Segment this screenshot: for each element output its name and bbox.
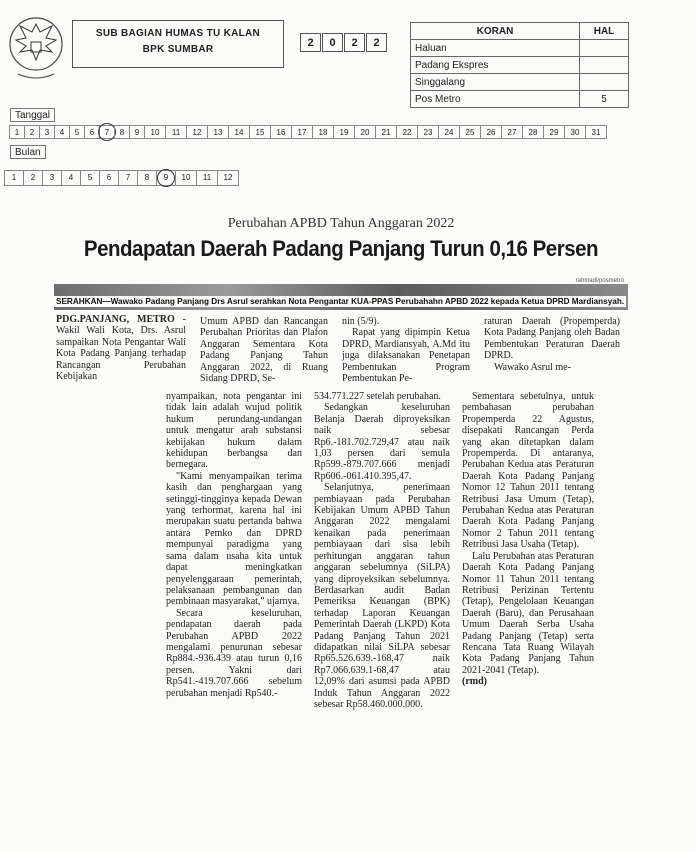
body-col1-text-a: nyampaikan, nota pengantar ini tidak lain adalah wujud politik hukum perundang-undangan untuk mengatur arah substansi kebijakan hukum dalam kehidupan berbangsa dan bernegara.	[166, 391, 302, 471]
month-cell: 6	[99, 170, 119, 186]
day-cell: 4	[54, 125, 70, 139]
day-cell: 15	[249, 125, 271, 139]
day-cell: 21	[375, 125, 397, 139]
newspaper-name: Padang Ekspres	[411, 57, 580, 74]
day-cell: 5	[69, 125, 85, 139]
year-boxes	[300, 33, 388, 52]
body-col3-text-b: Lalu Perubahan atas Peraturan Daerah Kota Padang Panjang Nomor 11 Tahun 2011 tentang Retribusi Perizinan Tertentu (Tetap), Pengelolaan Keuangan Daerah (Baru), dan Perusahaan Umum Daerah Serba Usaha Padang Panjang (Tetap) serta Rencana Tata Ruang Wilayah Kota Padang Panjang Tahun 2021-2041 (Tetap).	[462, 550, 594, 676]
day-cell: 19	[333, 125, 355, 139]
top-col3-text-a: nin (5/9).	[342, 316, 380, 327]
top-col4-text-a: raturan Daerah (Propemperda) Kota Padang Panjang oleh Badan Pembentukan Peraturan Daerah DPRD.	[484, 316, 620, 362]
hal-header: HAL	[580, 23, 629, 40]
year-digit: 2	[366, 33, 387, 52]
day-cell: 10	[144, 125, 166, 139]
office-box	[72, 20, 284, 68]
newspaper-page	[580, 57, 629, 74]
year-digit: 0	[322, 33, 343, 52]
newspaper-name: Pos Metro	[411, 91, 580, 108]
month-cell: 11	[196, 170, 218, 186]
caption-lead: SERAHKAN	[56, 297, 103, 306]
top-column-2	[200, 316, 328, 384]
month-cell: 9	[156, 170, 176, 186]
top-column-4	[484, 316, 620, 373]
newspaper-page	[580, 40, 629, 57]
day-cell: 29	[543, 125, 565, 139]
article-headline: Pendapatan Daerah Padang Panjang Turun 0,16 Persen	[83, 236, 599, 261]
article-kicker: Perubahan APBD Tahun Anggaran 2022	[227, 216, 455, 231]
office-line-1: SUB BAGIAN HUMAS TU KALAN	[95, 28, 261, 39]
newspaper-table	[410, 22, 629, 108]
body-column-2	[314, 391, 450, 710]
day-cell: 18	[312, 125, 334, 139]
day-cell: 6	[84, 125, 100, 139]
photo-caption	[54, 296, 626, 307]
body-col3-text-a: Sementara sebetulnya, untuk pembahasan perubahan Propemperda 22 Agustus, disepakati Rancangan Perda yang akan ditetapkan dalam Propemperda. Di antaranya, Perubahan Kedua atas Peraturan Daerah Kota Padang Panjang Nomor 12 Tahun 2011 tentang Retribusi Jasa Umum (Tetap), Perubahan Kedua atas Peraturan Daerah Kota Padang Panjang Nomor 2 Tahun 2011 tentang Retribusi Jasa Usaha (Tetap).	[462, 391, 594, 551]
day-cell: 11	[165, 125, 187, 139]
tanggal-label: Tanggal	[10, 108, 55, 122]
top-col2-text: Umum APBD dan Rancangan Perubahan Prioritas dan Plafon Anggaran Sementara Kota Padang Panjang Tahun Anggaran 2022, di Ruang Sidang DPRD, Se-	[200, 316, 328, 385]
koran-header: KORAN	[411, 23, 580, 40]
article-dateline: PDG.PANJANG, METRO	[56, 314, 175, 325]
day-cell: 27	[501, 125, 523, 139]
day-cell: 7	[99, 125, 115, 139]
bulan-label: Bulan	[10, 145, 46, 159]
month-strip	[5, 170, 239, 186]
month-cell: 12	[217, 170, 239, 186]
day-cell: 31	[585, 125, 607, 139]
day-cell: 17	[291, 125, 313, 139]
newspaper-name: Haluan	[411, 40, 580, 57]
day-cell: 12	[186, 125, 208, 139]
month-cell: 10	[175, 170, 197, 186]
day-cell: 13	[207, 125, 229, 139]
body-column-1	[166, 391, 302, 699]
day-cell: 30	[564, 125, 586, 139]
day-cell: 23	[417, 125, 439, 139]
office-line-2: BPK SUMBAR	[142, 44, 214, 55]
photo-credit: rahmadi/posmetro	[575, 278, 624, 284]
month-cell: 5	[80, 170, 100, 186]
article-clipping	[54, 214, 628, 388]
day-cell: 1	[9, 125, 25, 139]
top-col1-text: - Wakil Wali Kota, Drs. Asrul sampaikan Nota Pengantar Wali Kota Padang Panjang terhadap Rancangan Perubahan Kebijakan	[56, 314, 186, 383]
month-cell: 7	[118, 170, 138, 186]
day-cell: 16	[270, 125, 292, 139]
month-cell: 8	[137, 170, 157, 186]
month-cell: 4	[61, 170, 81, 186]
day-cell: 20	[354, 125, 376, 139]
day-cell: 24	[438, 125, 460, 139]
day-cell: 2	[24, 125, 40, 139]
caption-text: —Wawako Padang Panjang Drs Asrul serahkan Nota Pengantar KUA-PPAS Perubahahn APBD 2022 kepada Ketua DPRD Mardiansyah.	[102, 297, 625, 306]
month-cell: 3	[42, 170, 62, 186]
day-cell: 8	[114, 125, 130, 139]
newspaper-page: 5	[580, 91, 629, 108]
day-cell: 22	[396, 125, 418, 139]
top-column-1	[56, 314, 186, 382]
year-digit: 2	[344, 33, 365, 52]
body-column-3	[462, 391, 594, 688]
day-cell: 14	[228, 125, 250, 139]
day-cell: 3	[39, 125, 55, 139]
top-col3-text-b: Rapat yang dipimpin Ketua DPRD, Mardiansyah, A.Md itu juga dilaksanakan Penetapan Pembentukan Program Pembentukan Pe-	[342, 327, 470, 385]
newspaper-page	[580, 74, 629, 91]
newspaper-name: Singgalang	[411, 74, 580, 91]
body-col2-text-a: 534.771.227 setelah perubahan.	[314, 391, 441, 402]
day-cell: 25	[459, 125, 481, 139]
top-col4-text-b: Wawako Asrul me-	[494, 361, 571, 373]
body-col2-text-c: Selanjutnya, penerimaan pembiayaan pada Perubahan Kebijakan Umum APBD Tahun Anggaran 2022 mengalami kenaikan pada penerimaan pembiayaan dari sisa lebih perhitungan anggaran tahun anggaran sebelumnya (SiLPA) yang diproyeksikan sebelumnya. Berdasarkan audit Badan Pemeriksa Keuangan (BPK) terhadap Laporan Keuangan Pemerintah Daerah (LKPD) Kota Padang Panjang Tahun 2021 didapatkan nilai SiLPA sebesar Rp65.526.639.-168,47 naik Rp7.066.639.1-68,47 atau 12,09% dari asumsi pada APBD Induk Tahun Anggaran 2022 sebesar Rp58.460.000.000.	[314, 482, 450, 710]
garuda-emblem-icon	[4, 10, 68, 88]
body-col2-text-b: Sedangkan keseluruhan Belanja Daerah diproyeksikan naik sebesar Rp6.-181.702.729,47 atau naik 1,03 persen dari semula Rp599.-879.707.666 menjadi Rp606.-061.410.395,47.	[314, 402, 450, 482]
day-cell: 26	[480, 125, 502, 139]
day-strip	[10, 125, 607, 139]
top-column-3	[342, 316, 470, 384]
day-cell: 28	[522, 125, 544, 139]
article-signoff: (rmd)	[462, 676, 487, 688]
month-cell: 1	[4, 170, 24, 186]
body-col1-text-b: "Kami menyampaikan terima kasih dan penghargaan yang setinggi-tingginya kepada Dewan yang terhormat, karena hal ini merupakan suatu pertanda bahwa antara Pemko dan DPRD mempunyai paradigma yang sama dalam usaha kita untuk dapat meningkatkan penyelenggaraan pemerintah, pelaksanaan pembangunan dan pembinaan masyarakat," ujarnya.	[166, 470, 302, 608]
article-body	[166, 391, 632, 777]
month-cell: 2	[23, 170, 43, 186]
year-digit: 2	[300, 33, 321, 52]
body-col1-text-c: Secara keseluruhan, pendapatan daerah pada Perubahan APBD 2022 mengalami penurunan sebesar Rp884.-936.439 atau turun 0,16 persen. Yakni dari Rp541.-419.707.666 sebelum perubahan menjadi Rp540.-	[166, 607, 302, 699]
day-cell: 9	[129, 125, 145, 139]
